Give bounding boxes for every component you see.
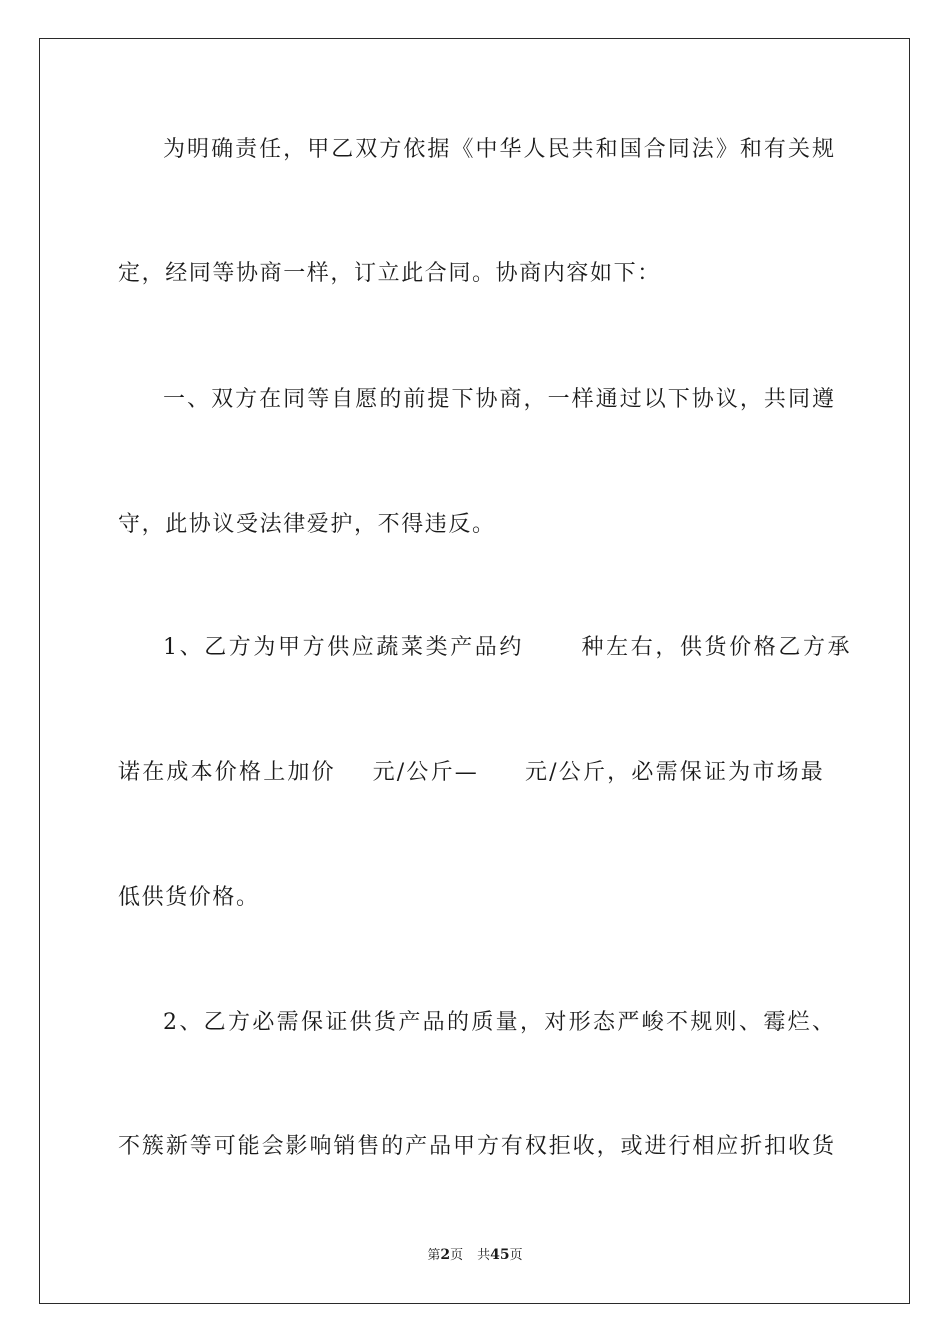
paragraph-line-2: 定，经同等协商一样，订立此合同。协商内容如下： <box>118 261 661 286</box>
paragraph-line-1: 为明确责任，甲乙双方依据《中华人民共和国合同法》和有关规 <box>163 137 834 162</box>
total-prefix: 共 <box>477 1248 491 1263</box>
paragraph-line-9: 不簇新等可能会影响销售的产品甲方有权拒收，或进行相应折扣收货 <box>118 1134 834 1159</box>
paragraph-line-7: 低供货价格。 <box>118 885 260 910</box>
page-suffix: 页 <box>450 1248 464 1263</box>
paragraph-line-4: 守，此协议受法律爱护，不得违反。 <box>118 512 496 537</box>
total-suffix: 页 <box>509 1248 523 1263</box>
current-page-number: 2 <box>440 1247 451 1263</box>
page-footer <box>0 1246 950 1265</box>
paragraph-line-8: 2、乙方必需保证供货产品的质量，对形态严峻不规则、霉烂、 <box>163 1010 834 1035</box>
page-border <box>39 38 910 1304</box>
page-prefix: 第 <box>427 1248 441 1263</box>
paragraph-line-6: 诺在成本价格上加价 元/公斤— 元/公斤，必需保证为市场最 <box>118 760 825 785</box>
paragraph-line-5: 1、乙方为甲方供应蔬菜类产品约 种左右，供货价格乙方承 <box>163 635 853 660</box>
paragraph-line-3: 一、双方在同等自愿的前提下协商，一样通过以下协议，共同遵 <box>163 387 834 412</box>
total-page-count: 45 <box>490 1247 510 1263</box>
